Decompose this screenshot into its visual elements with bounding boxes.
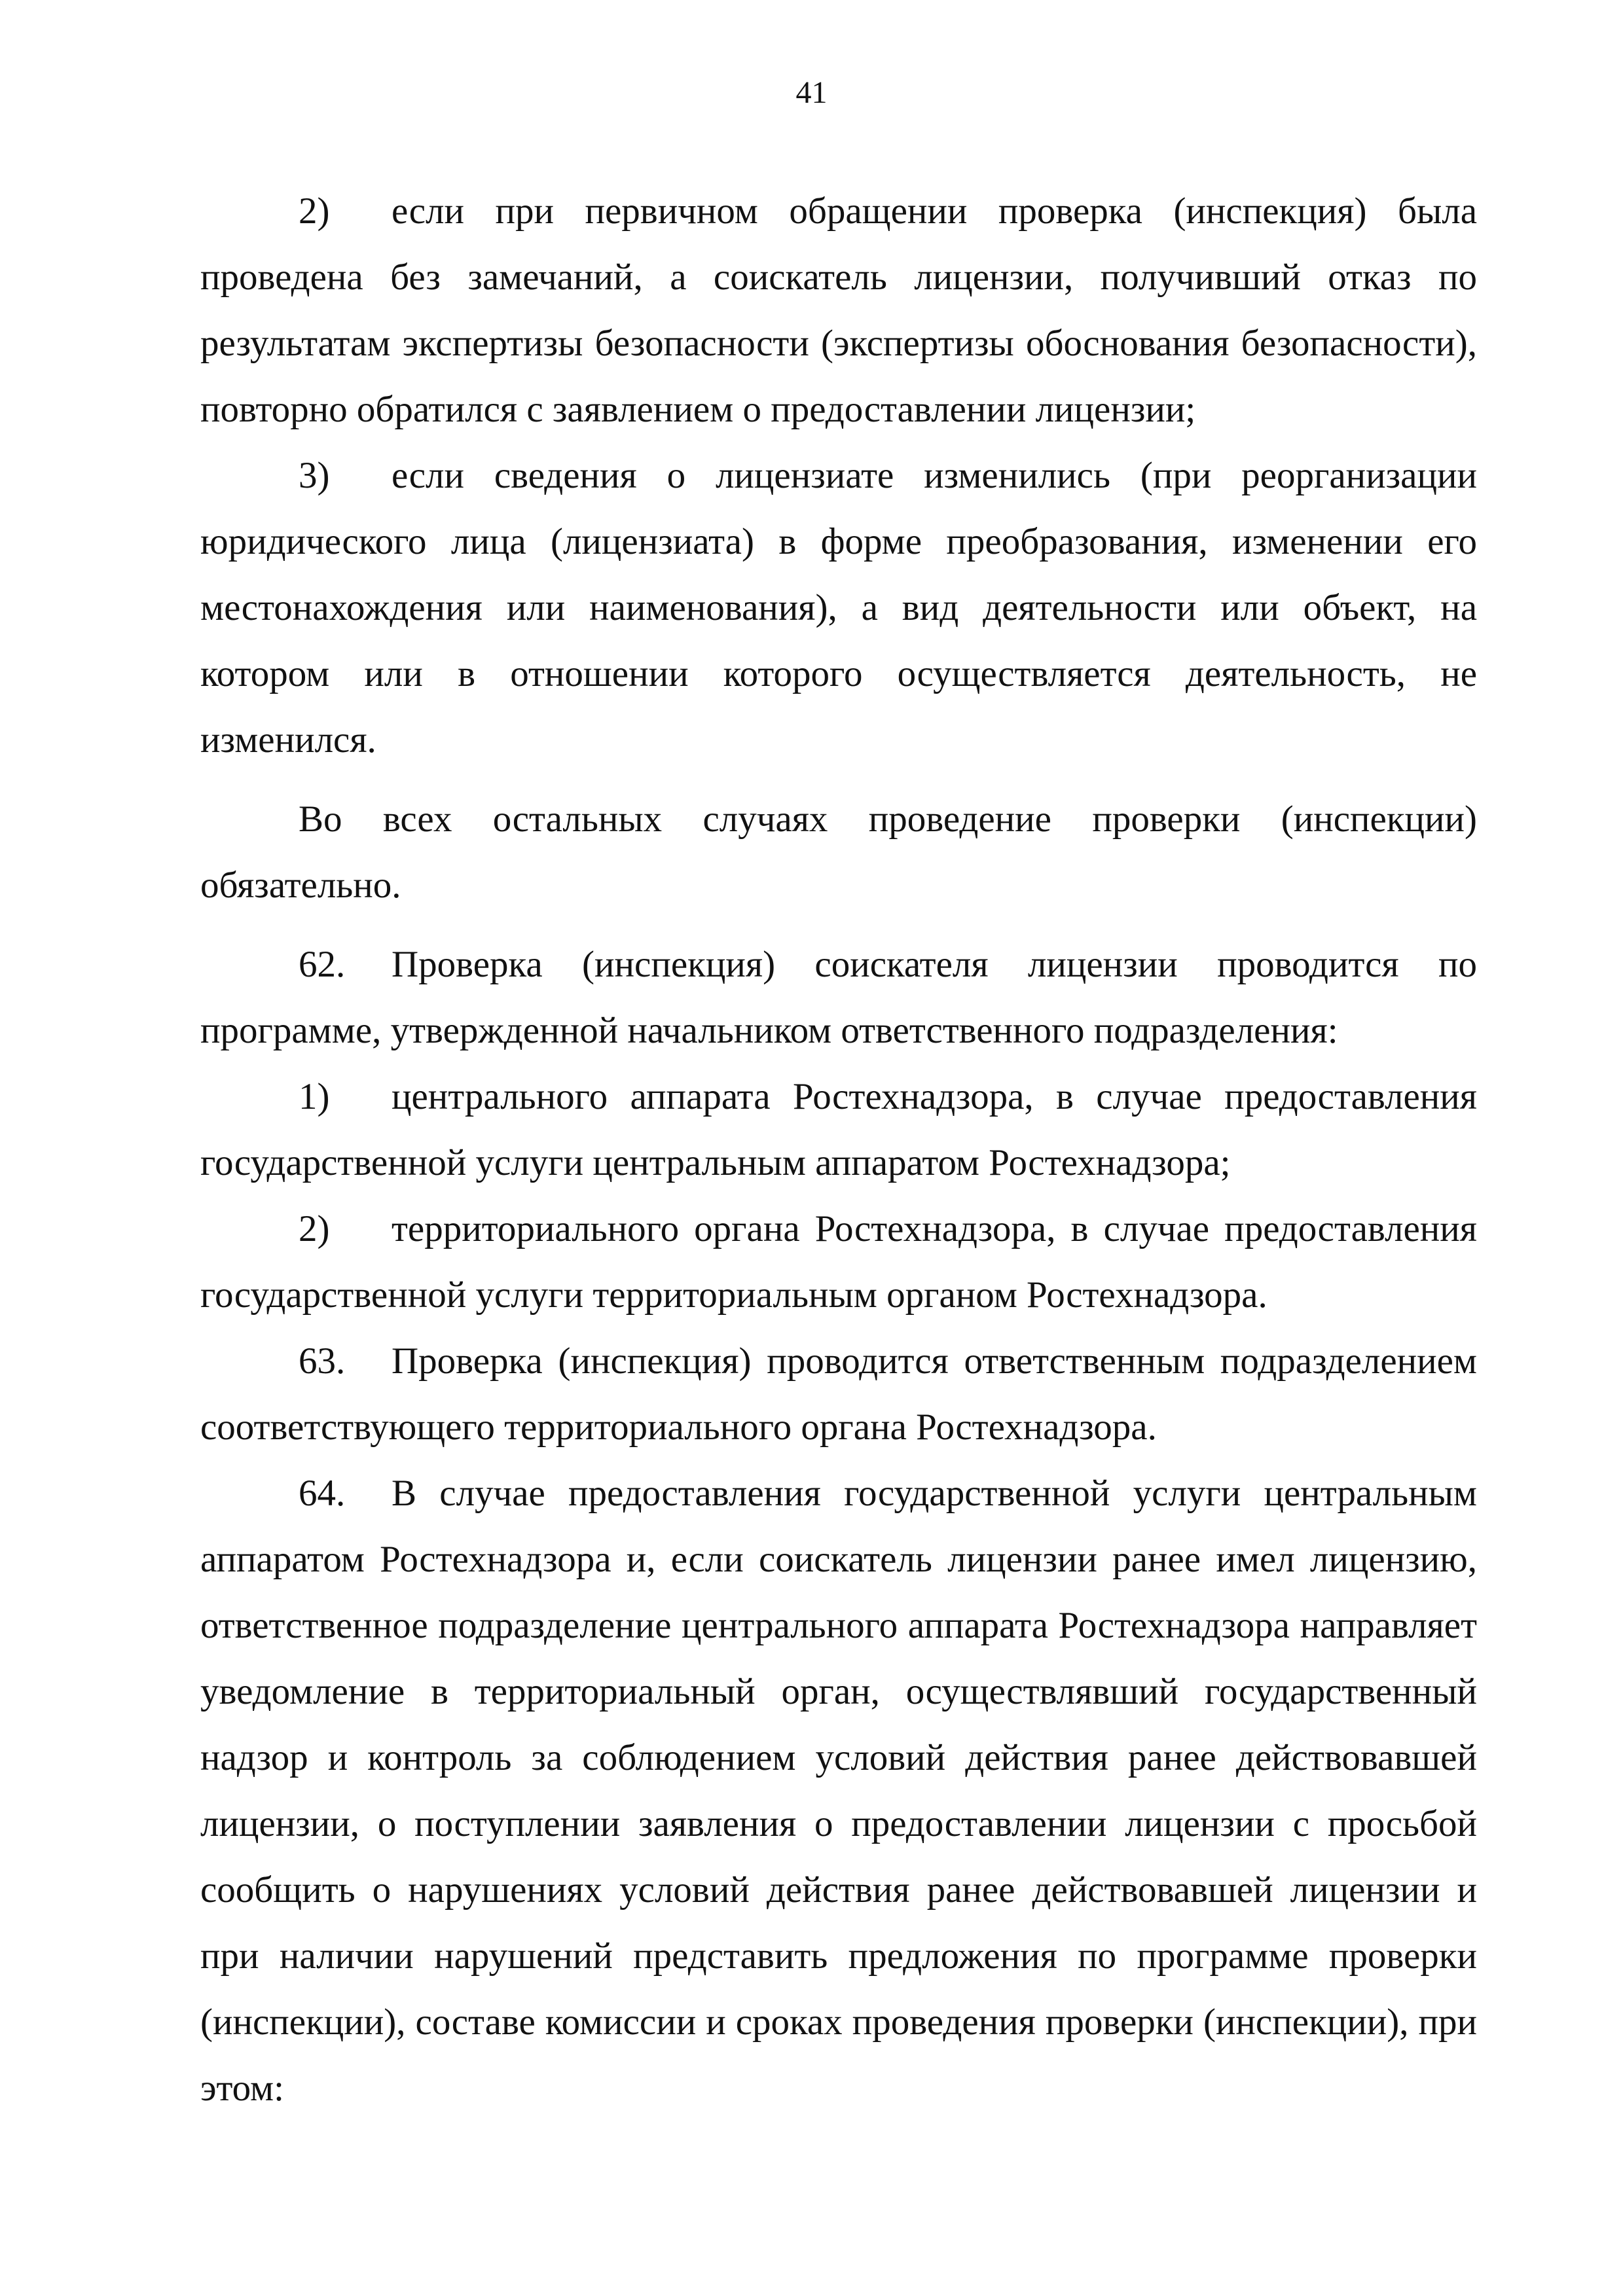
paragraph-item-3 (200, 442, 1477, 773)
item-number: 2) (299, 1208, 330, 1249)
paragraph-text: Проверка (инспекция) проводится ответственным подразделением соответствующего территориального органа Ростехнадзора. (200, 1340, 1477, 1448)
paragraph-text: центрального аппарата Ростехнадзора, в случае предоставления государственной услуги центральным аппаратом Ростехнадзора; (200, 1076, 1477, 1183)
paragraph-text: В случае предоставления государственной услуги центральным аппаратом Ростехнадзора и, если соискатель лицензии ранее имел лицензию, ответственное подразделение центрального аппарата Ростехнадзора направляет уведомление в территориальный орган, осуществлявший государственный надзор и контроль за соблюдением условий действия ранее действовавшей лицензии, о поступлении заявления о предоставлении лицензии с просьбой сообщить о нарушениях условий действия ранее действовавшей лицензии и при наличии нарушений представить предложения по программе проверки (инспекции), составе комиссии и сроках проведения проверки (инспекции), при этом: (200, 1473, 1477, 2109)
paragraph-text: если при первичном обращении проверка (инспекция) была проведена без замечаний, а соискатель лицензии, получивший отказ по результатам экспертизы безопасности (экспертизы обоснования безопасности), повторно обратился с заявлением о предоставлении лицензии; (200, 190, 1477, 430)
item-number: 1) (299, 1076, 330, 1117)
item-number: 3) (299, 455, 330, 496)
paragraph-text: территориального органа Ростехнадзора, в случае предоставления государственной услуги территориальным органом Ростехнадзора. (200, 1208, 1477, 1316)
paragraph-text: Проверка (инспекция) соискателя лицензии проводится по программе, утвержденной начальником ответственного подразделения: (200, 944, 1477, 1051)
paragraph-text: если сведения о лицензиате изменились (при реорганизации юридического лица (лицензиата) в форме преобразования, изменении его местонахождения или наименования), а вид деятельности или объект, на котором или в отношении которого осуществляется деятельность, не изменился. (200, 455, 1477, 761)
paragraph-62 (200, 931, 1477, 1064)
paragraph-text: Во всех остальных случаях проведение проверки (инспекции) обязательно. (200, 798, 1477, 906)
paragraph-63 (200, 1328, 1477, 1460)
paragraph-64 (200, 1460, 1477, 2121)
paragraph-item-2 (200, 178, 1477, 442)
page-number: 41 (795, 75, 828, 110)
paragraph-62-item-2 (200, 1196, 1477, 1328)
document-body (200, 178, 1477, 2121)
item-number: 63. (299, 1340, 346, 1382)
item-number: 2) (299, 190, 330, 232)
paragraph-62-item-1 (200, 1064, 1477, 1196)
item-number: 62. (299, 944, 346, 985)
paragraph-other-cases (200, 786, 1477, 918)
item-number: 64. (299, 1473, 346, 1514)
